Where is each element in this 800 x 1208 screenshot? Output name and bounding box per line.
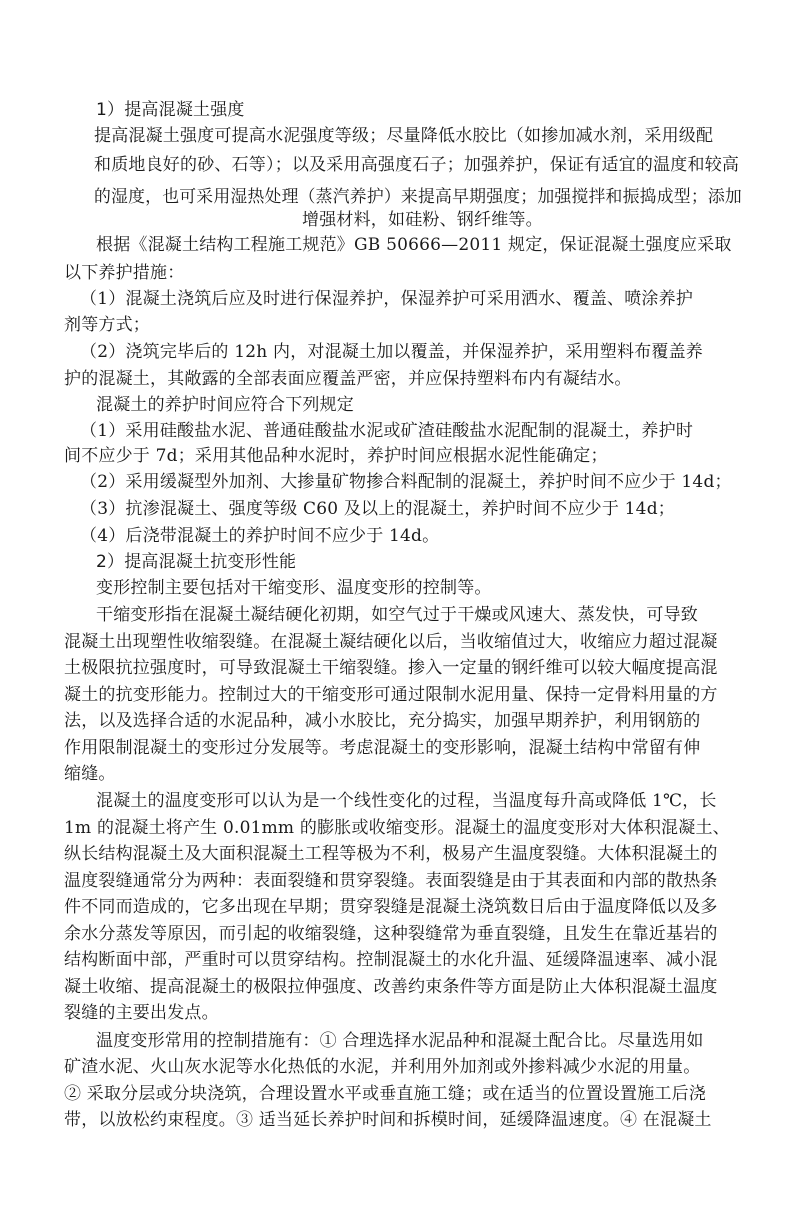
paragraph-line: 根据《混凝土结构工程施工规范》GB 50666—2011 规定，保证混凝土强度应采取	[96, 235, 732, 255]
paragraph-line: 1m 的混凝土将产生 0.01mm 的膨胀或收缩变形。混凝土的温度变形对大体积混凝土、	[64, 818, 730, 838]
paragraph-line: 温度裂缝通常分为两种：表面裂缝和贯穿裂缝。表面裂缝是由于其表面和内部的散热条	[64, 871, 718, 891]
paragraph-line: 凝土的抗变形能力。控制过大的干缩变形可通过限制水泥用量、保持一定骨料用量的方	[64, 685, 718, 705]
paragraph-line: 法，以及选择合适的水泥品种，减小水胶比，充分捣实，加强早期养护，利用钢筋的	[64, 711, 701, 731]
paragraph-line: 增强材料，如硅粉、钢纤维等。	[302, 210, 543, 230]
paragraph-line: 缩缝。	[64, 764, 116, 784]
paragraph-line: 作用限制混凝土的变形过分发展等。考虑混凝土的变形影响，混凝土结构中常留有伸	[64, 738, 701, 758]
paragraph-line: 剂等方式；	[64, 315, 150, 335]
paragraph-line: （2）采用缓凝型外加剂、大掺量矿物掺合料配制的混凝土，养护时间不应少于 14d；	[80, 472, 732, 492]
paragraph-line: 凝土收缩、提高混凝土的极限拉伸强度、改善约束条件等方面是防止大体积混凝土温度	[64, 977, 718, 997]
paragraph-line: 混凝土的养护时间应符合下列规定	[96, 395, 354, 415]
paragraph-line: 的湿度，也可采用湿热处理（蒸汽养护）来提高早期强度；加强搅拌和振捣成型；添加	[94, 187, 742, 207]
paragraph-line: 结构断面中部，严重时可以贯穿结构。控制混凝土的水化升温、延缓降温速率、减小混	[64, 950, 718, 970]
paragraph-line: 间不应少于 7d；采用其他品种水泥时，养护时间应根据水泥性能确定；	[64, 446, 608, 466]
heading-improve-strength: 1）提高混凝土强度	[96, 100, 245, 120]
paragraph-line: 和质地良好的砂、石等）；以及采用高强度石子；加强养护，保证有适宜的温度和较高	[94, 155, 740, 175]
paragraph-line: 余水分蒸发等原因，而引起的收缩裂缝，这种裂缝常为垂直裂缝，且发生在靠近基岩的	[64, 924, 718, 944]
paragraph-line: 矿渣水泥、火山灰水泥等水化热低的水泥，并利用外加剂或外掺料减少水泥的用量。	[64, 1057, 701, 1077]
paragraph-line: 带，以放松约束程度。③ 适当延长养护时间和拆模时间，延缓降温速度。④ 在混凝土	[64, 1110, 712, 1130]
paragraph-line: 干缩变形指在混凝土凝结硬化初期，如空气过于干燥或风速大、蒸发快，可导致	[96, 605, 698, 625]
paragraph-line: （3）抗渗混凝土、强度等级 C60 及以上的混凝土，养护时间不应少于 14d；	[80, 499, 675, 519]
paragraph-line: 件不同而造成的，它多出现在早期；贯穿裂缝是混凝土浇筑数日后由于温度降低以及多	[64, 897, 718, 917]
paragraph-line: （1）混凝土浇筑后应及时进行保湿养护，保湿养护可采用洒水、覆盖、喷涂养护	[80, 289, 694, 309]
paragraph-line: （4）后浇带混凝土的养护时间不应少于 14d。	[80, 526, 440, 546]
paragraph-line: 以下养护措施：	[64, 263, 185, 283]
paragraph-line: 混凝土出现塑性收缩裂缝。在混凝土凝结硬化以后，当收缩值过大，收缩应力超过混凝	[64, 632, 718, 652]
paragraph-line: （1）采用硅酸盐水泥、普通硅酸盐水泥或矿渣硅酸盐水泥配制的混凝土，养护时	[80, 421, 694, 441]
paragraph-line: 温度变形常用的控制措施有：① 合理选择水泥品种和混凝土配合比。尽量选用如	[96, 1031, 704, 1051]
paragraph-line: 混凝土的温度变形可以认为是一个线性变化的过程，当温度每升高或降低 1℃，长	[96, 791, 717, 811]
heading-improve-deformation: 2）提高混凝土抗变形性能	[96, 552, 297, 572]
paragraph-line: 护的混凝土，其敞露的全部表面应覆盖严密，并应保持塑料布内有凝结水。	[64, 369, 632, 389]
paragraph-line: 土极限抗拉强度时，可导致混凝土干缩裂缝。掺入一定量的钢纤维可以较大幅度提高混	[64, 658, 718, 678]
paragraph-line: 提高混凝土强度可提高水泥强度等级；尽量降低水胶比（如掺加减水剂，采用级配	[94, 126, 714, 146]
paragraph-line: 纵长结构混凝土及大面积混凝土工程等极为不利，极易产生温度裂缝。大体积混凝土的	[64, 844, 718, 864]
paragraph-line: ② 采取分层或分块浇筑，合理设置水平或垂直施工缝；或在适当的位置设置施工后浇	[64, 1084, 707, 1104]
paragraph-line: （2）浇筑完毕后的 12h 内，对混凝土加以覆盖，并保湿养护，采用塑料布覆盖养	[80, 342, 704, 362]
paragraph-line: 变形控制主要包括对干缩变形、温度变形的控制等。	[96, 578, 492, 598]
paragraph-line: 裂缝的主要出发点。	[64, 1003, 219, 1023]
